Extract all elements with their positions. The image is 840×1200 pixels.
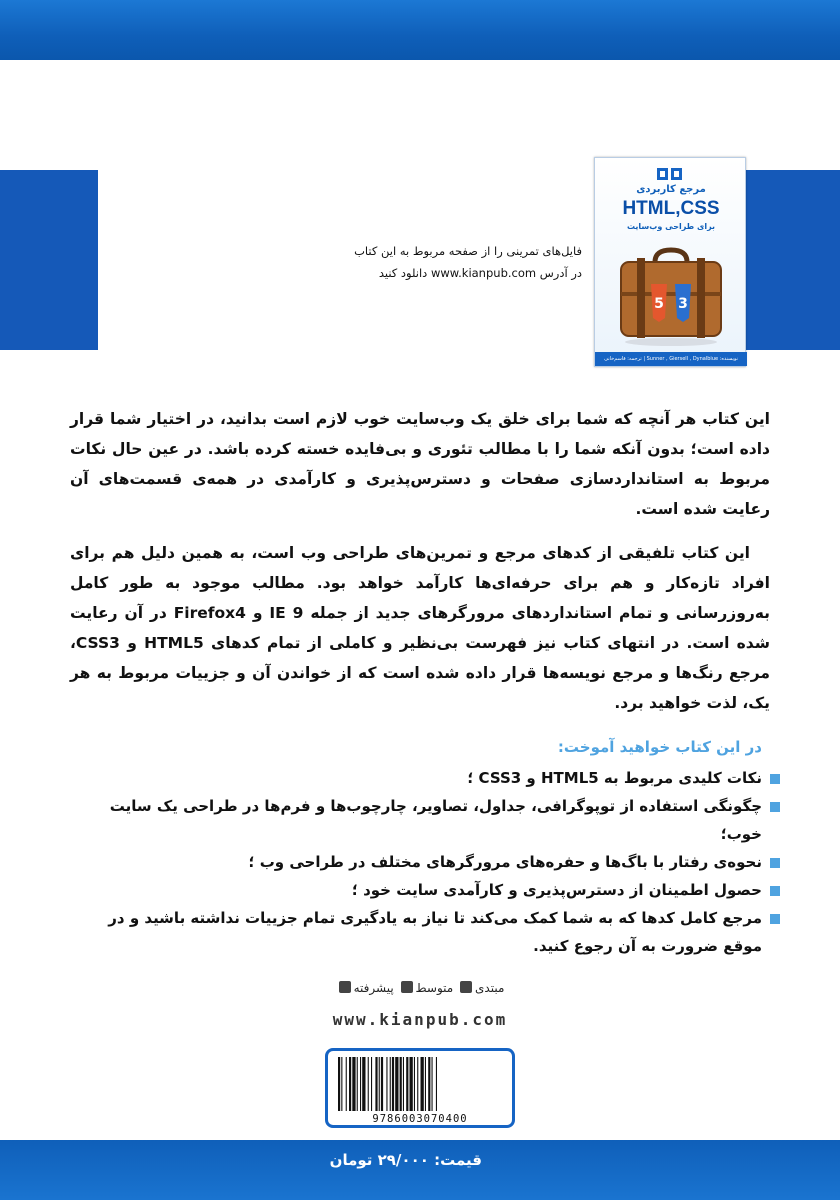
- level-marker-icon: [460, 981, 472, 993]
- list-item-text: مرجع کامل کدها که به شما کمک می‌کند تا نیاز به یادگیری تمام جزییات نداشته باشید و در موقع ضرورت به آن رجوع کنید.: [108, 909, 762, 955]
- barcode-bar: [386, 1057, 387, 1111]
- barcode-bar: [352, 1057, 355, 1111]
- list-item: [70, 904, 782, 960]
- list-item: [70, 876, 782, 904]
- barcode-bar: [421, 1057, 424, 1111]
- barcode-bars-icon: [336, 1057, 504, 1113]
- list-item-text: چگونگی استفاده از توپوگرافی، جداول، تصاویر، چارچوب‌ها و فرم‌ها در طراحی یک سایت خوب؛: [109, 797, 762, 843]
- exercise-files-note: [300, 240, 582, 284]
- barcode-bar: [371, 1057, 372, 1111]
- book-cover-image: [594, 157, 746, 367]
- barcode-bar: [425, 1057, 426, 1111]
- blue-strip-left: [0, 170, 98, 350]
- barcode-bar: [381, 1057, 383, 1111]
- barcode-bar: [346, 1057, 347, 1111]
- barcode-bar: [379, 1057, 380, 1111]
- level-intermediate: متوسط: [415, 981, 454, 995]
- square-bullet-icon: [770, 858, 780, 868]
- publisher-logo-icon: [655, 166, 685, 182]
- list-item-text: نکات کلیدی مربوط به HTML5 و CSS3 ؛: [467, 769, 762, 787]
- suitcase-icon: [615, 240, 727, 348]
- list-item-text: نحوه‌ی رفتار با باگ‌ها و حفره‌های مرورگرهای مختلف در طراحی وب ؛: [248, 853, 762, 871]
- square-bullet-icon: [770, 774, 780, 784]
- barcode-bar: [368, 1057, 369, 1111]
- price-label: قیمت: ۲۹/۰۰۰ تومان: [329, 1151, 482, 1169]
- level-marker-icon: [401, 981, 413, 993]
- level-marker-icon: [339, 981, 351, 993]
- css3-badge-icon: [675, 284, 691, 322]
- square-bullet-icon: [770, 914, 780, 924]
- learn-heading: در این کتاب خواهید آموخت:: [557, 738, 762, 756]
- barcode-bar: [417, 1057, 418, 1111]
- square-bullet-icon: [770, 886, 780, 896]
- list-item: [70, 764, 782, 792]
- barcode-bar: [349, 1057, 351, 1111]
- barcode-bar: [414, 1057, 415, 1111]
- barcode-bar: [362, 1057, 365, 1111]
- cover-subtitle: مرجع کاربردی: [636, 184, 706, 195]
- level-advanced: پیشرفته: [353, 981, 394, 995]
- barcode-bar: [341, 1057, 342, 1111]
- cover-title: HTML,CSS: [622, 198, 720, 219]
- barcode-bar: [410, 1057, 413, 1111]
- barcode-bar: [400, 1057, 402, 1111]
- barcode: [325, 1048, 515, 1128]
- list-item: [70, 848, 782, 876]
- description-paragraph-2: این کتاب تلفیقی از کدهای مرجع و تمرین‌های طراحی وب است، به همین دلیل هم برای افراد تازه‌کار و هم برای حرفه‌ای‌ها کارآمد خواهد بود. مطالب موجود به طور کامل به‌روزرسانی و تمام استانداردهای مرورگرهای جدید از جمله IE 9 و Firefox4 در آن رعایت شده است. در انتهای کتاب نیز فهرست بی‌نظیر و کاملی از تمام کدهای HTML5 و CSS3، مرجع رنگ‌ها و مرجع نویسه‌ها قرار داده شده است که از خواندن آن و جزییات مربوط به هر یک، لذت خواهید برد.: [70, 544, 770, 712]
- svg-text:5: 5: [654, 296, 664, 312]
- skill-levels: [300, 981, 540, 995]
- barcode-bar: [360, 1057, 361, 1111]
- cover-tagline: برای طراحی وب‌سایت: [626, 222, 716, 231]
- barcode-bar: [428, 1057, 430, 1111]
- html5-badge-icon: [651, 284, 667, 322]
- learn-list: [70, 764, 782, 960]
- barcode-number: 9786003070400: [372, 1113, 468, 1125]
- list-item: [70, 792, 782, 848]
- files-note-line-1: فایل‌های تمرینی را از صفحه مربوط به این کتاب: [354, 244, 582, 258]
- square-bullet-icon: [770, 802, 780, 812]
- blue-strip-right: [745, 170, 840, 350]
- barcode-bar: [392, 1057, 394, 1111]
- barcode-bar: [395, 1057, 398, 1111]
- barcode-bar: [338, 1057, 340, 1111]
- svg-text:3: 3: [678, 296, 688, 312]
- barcode-bar: [375, 1057, 377, 1111]
- cover-footer: نویسنده: Sunner , Giersell , Dynalbiue | ترجمه: قاسم‌خانی: [595, 352, 747, 366]
- barcode-bar: [436, 1057, 437, 1111]
- barcode-bar: [390, 1057, 391, 1111]
- barcode-bar: [357, 1057, 358, 1111]
- list-item-text: حصول اطمینان از دسترس‌پذیری و کارآمدی سایت خود ؛: [351, 881, 762, 899]
- level-beginner: مبتدی: [475, 981, 505, 995]
- files-note-line-2: در آدرس www.kianpub.com دانلود کنید: [378, 266, 582, 280]
- barcode-bar: [403, 1057, 404, 1111]
- barcode-bar: [406, 1057, 408, 1111]
- website-url: www.kianpub.com: [332, 1010, 508, 1029]
- description-paragraph-1: این کتاب هر آنچه که شما برای خلق یک وب‌سایت خوب لازم است بدانید، در اختیار شما قرار داده است؛ بدون آنکه شما را با مطالب تئوری و بی‌فایده خسته کرده باشد. در عین حال نکات مربوط به استانداردسازی صفحات و دسترس‌پذیری و کارآمدی در همه‌ی قسمت‌های آن رعایت شده است.: [70, 410, 770, 518]
- barcode-bar: [432, 1057, 433, 1111]
- top-band: [0, 0, 840, 60]
